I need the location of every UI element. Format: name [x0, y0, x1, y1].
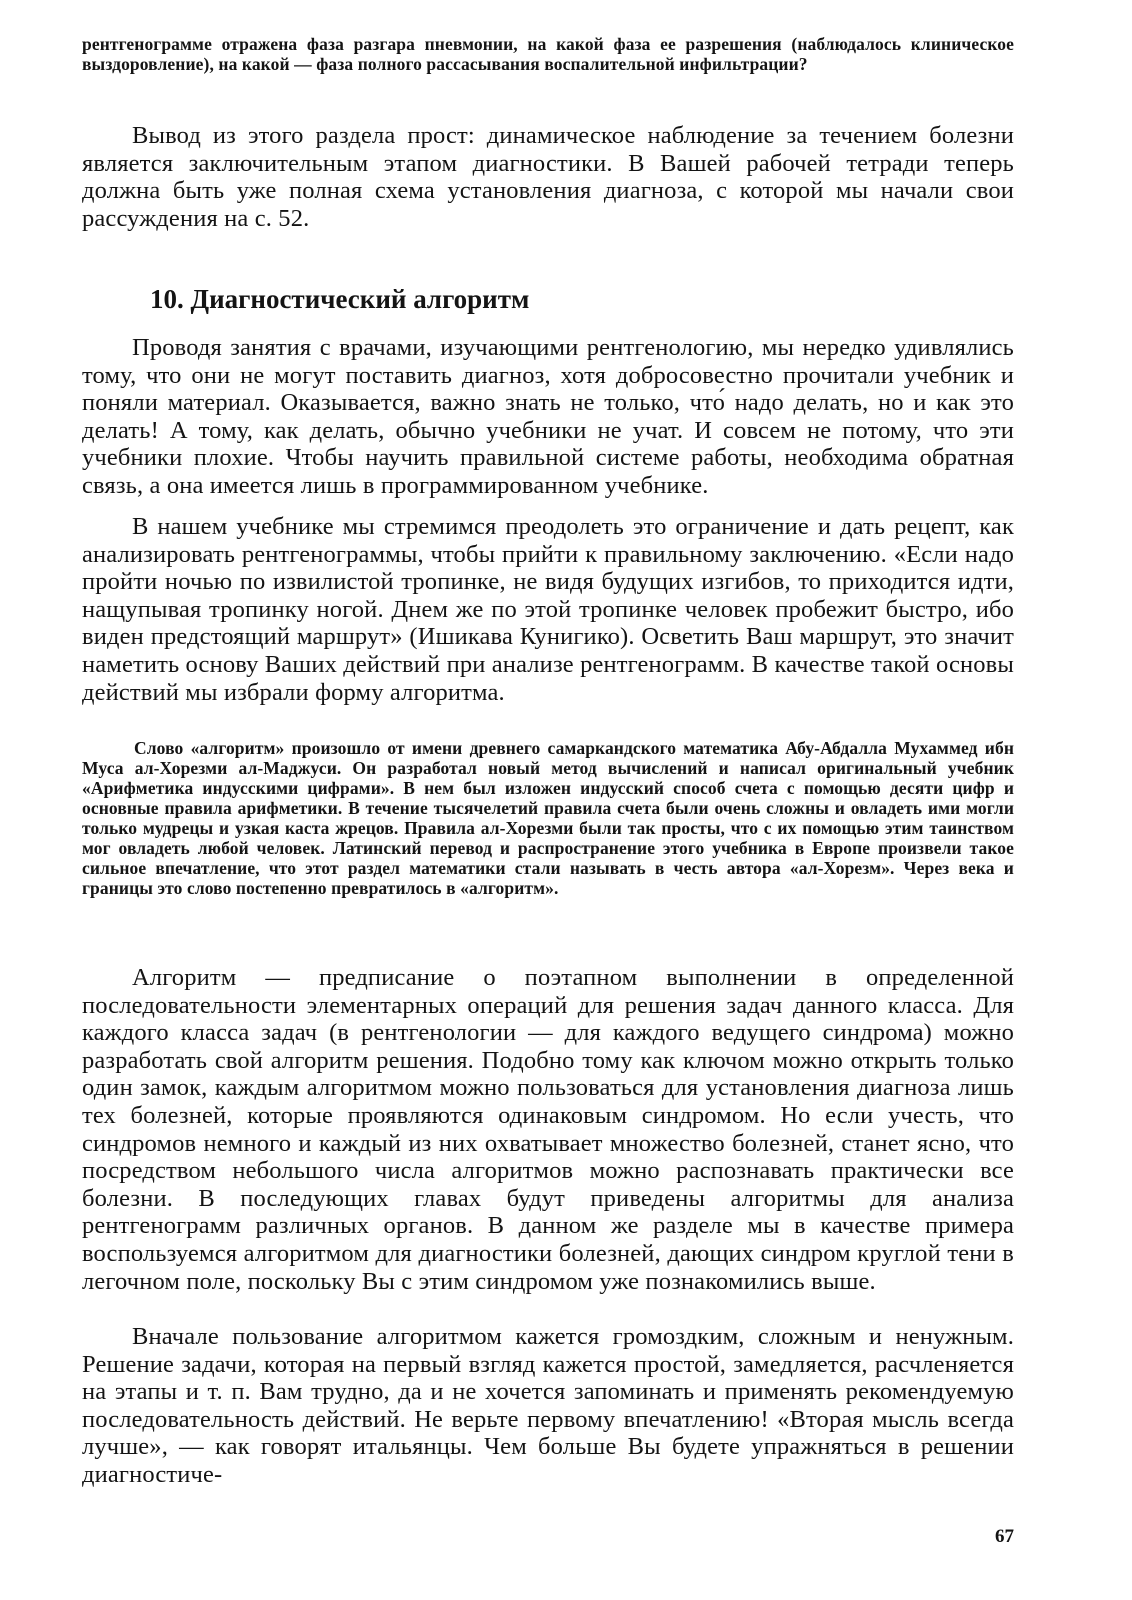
algorithm-definition-paragraph: Алгоритм — предписание о поэтапном выполнении в определенной последовательности элементарных операций для решения задач данного класса. Для каждого класса задач (в рентгенологии — для каждого ведущего синдрома) можно разработать свой алгоритм решения. Подобно тому как ключом можно открыть только один замок, каждым алгоритмом можно пользоваться для установления диагноза лишь тех болезней, которые проявляются одинаковым синдромом. Но если учесть, что синдромов немного и каждый из них охватывает множество болезней, станет ясно, что посредством небольшого числа алгоритмов можно распознавать практически все болезни. В последующих главах будут приведены алгоритмы для анализа рентгенограмм различных органов. В данном же разделе мы в качестве примера воспользуемся алгоритмом для диагностики болезней, дающих синдром круглой тени в легочном поле, поскольку Вы с этим синдромом уже познакомились выше. — [82, 964, 1014, 1295]
closing-paragraph: Вначале пользование алгоритмом кажется громоздким, сложным и ненужным. Решение задачи, которая на первый взгляд кажется простой, замедляется, расчленяется на этапы и т. п. Вам трудно, да и не хочется запоминать и применять рекомендуемую последовательность действий. Не верьте первому впечатлению! «Вторая мысль всегда лучше», — как говорят итальянцы. Чем больше Вы будете упражняться в решении диагностиче- — [82, 1323, 1014, 1488]
body-paragraph-1: Проводя занятия с врачами, изучающими рентгенологию, мы нередко удивлялись тому, что они не могут поставить диагноз, хотя добросовестно прочитали учебник и поняли материал. Оказывается, важно знать не только, что́ надо делать, но и как это делать! А тому, как делать, обычно учебники не учат. И совсем не потому, что эти учебники плохие. Чтобы научить правильной системе работы, необходима обратная связь, а она имеется лишь в программированном учебнике. — [82, 334, 1014, 499]
page-number: 67 — [995, 1526, 1014, 1547]
top-paragraph: рентгенограмме отражена фаза разгара пневмонии, на какой фаза ее разрешения (наблюдалось клиническое выздоровление), на какой — фаза полного рассасывания воспалительной инфильтрации? — [82, 34, 1014, 74]
section-heading: 10. Диагностический алгоритм — [150, 284, 530, 314]
body-paragraph-2: В нашем учебнике мы стремимся преодолеть это ограничение и дать рецепт, как анализировать рентгенограммы, чтобы прийти к правильному заключению. «Если надо пройти ночью по извилистой тропинке, не видя будущих изгибов, то приходится идти, нащупывая тропинку ногой. Днем же по этой тропинке человек пробежит быстро, ибо виден предстоящий маршрут» (Ишикава Кунигико). Осветить Ваш маршрут, это значит наметить основу Ваших действий при анализе рентгенограмм. В качестве такой основы действий мы избрали форму алгоритма. — [82, 513, 1014, 706]
conclusion-paragraph: Вывод из этого раздела прост: динамическое наблюдение за течением болезни является заключительным этапом диагностики. В Вашей рабочей тетради теперь должна быть уже полная схема установления диагноза, с которой мы начали свои рассуждения на с. 52. — [82, 122, 1014, 232]
etymology-note: Слово «алгоритм» произошло от имени древнего самаркандского математика Абу-Абдалла Мухаммед ибн Муса ал-Хорезми ал-Маджуси. Он разработал новый метод вычислений и написал оригинальный учебник «Арифметика индусскими цифрами». В нем был изложен индусский способ счета с помощью десяти цифр и основные правила арифметики. В течение тысячелетий правила счета были очень сложны и овладеть ими могли только мудрецы и узкая каста жрецов. Правила ал-Хорезми были так просты, что с их помощью этим таинством мог овладеть любой человек. Латинский перевод и распространение этого учебника в Европе произвели такое сильное впечатление, что этот раздел математики стали называть в честь автора «ал-Хорезм». Через века и границы это слово постепенно превратилось в «алгоритм». — [82, 738, 1014, 898]
